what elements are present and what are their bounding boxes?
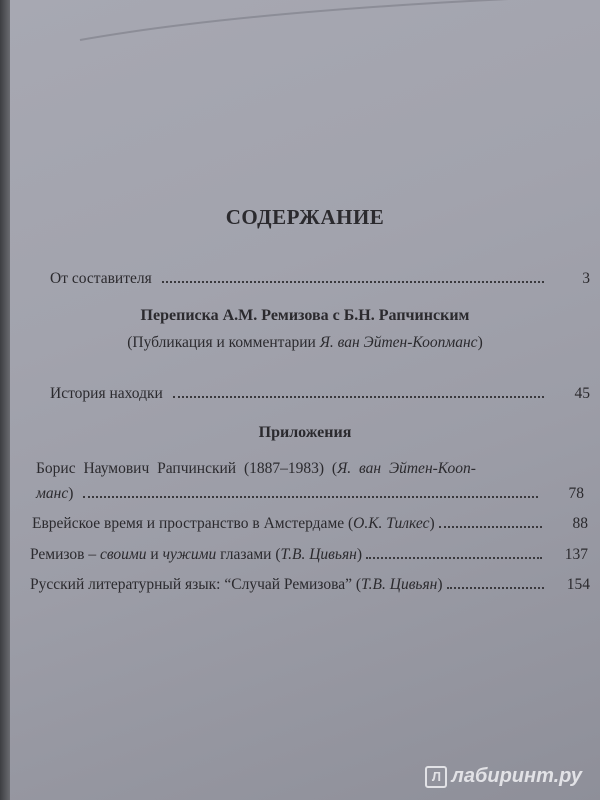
toc-entry-from-compiler <box>50 270 590 288</box>
dot-leader <box>439 526 542 528</box>
toc-entry-author: манс <box>36 485 69 502</box>
section-heading-correspondence: Переписка А.М. Ремизова с Б.Н. Рапчинским <box>140 307 470 324</box>
subheading-suffix: ) <box>477 334 483 351</box>
toc-entry-author: О.К. Тилкес <box>353 515 430 532</box>
toc-entry-jewish-time <box>32 515 588 533</box>
section-subheading-publication <box>10 334 600 352</box>
toc-entry-label: Ремизов – <box>30 546 100 563</box>
toc-entry-emphasis: чужими <box>162 546 217 563</box>
toc-entry-rapchinsky-line2 <box>36 485 584 503</box>
labirint-logo-icon: Л <box>425 766 447 788</box>
toc-entry-russian-language <box>30 576 590 594</box>
toc-entry-suffix: ) <box>429 515 435 532</box>
toc-entry-author: Т.В. Цивьян <box>280 546 357 563</box>
toc-entry-suffix: ) <box>437 576 443 593</box>
subheading-author: Я. ван Эйтен-Коопманс <box>319 334 478 351</box>
dot-leader <box>162 281 544 283</box>
toc-entry-suffix: ) <box>356 546 363 563</box>
toc-page-number: 3 <box>582 270 590 287</box>
toc-entry-remizov-eyes <box>30 546 588 564</box>
book-page <box>10 0 600 800</box>
toc-entry-label: Русский литературный язык: “Случай Ремизова” ( <box>30 576 362 593</box>
contents-title: СОДЕРЖАНИЕ <box>225 205 385 229</box>
book-spine-edge <box>0 0 10 800</box>
dot-leader <box>366 557 542 559</box>
subheading-text: (Публикация и комментарии <box>127 334 320 351</box>
toc-page-number: 137 <box>564 546 588 563</box>
toc-page-number: 154 <box>566 576 590 593</box>
toc-entry-label: глазами ( <box>216 546 281 563</box>
section-heading-appendices: Приложения <box>258 424 352 441</box>
watermark-text: лабиринт.ру <box>451 765 582 787</box>
toc-page-number: 45 <box>574 385 590 402</box>
toc-entry-label: История находки <box>50 385 163 402</box>
toc-page-number: 88 <box>572 515 588 532</box>
toc-entry-rapchinsky-line1 <box>36 460 576 478</box>
dot-leader <box>447 587 544 589</box>
toc-entry-label: От составителя <box>50 270 152 287</box>
toc-entry-suffix: ) <box>68 485 74 502</box>
toc-page-number: 78 <box>568 485 584 502</box>
toc-entry-emphasis: своими <box>100 546 147 563</box>
toc-entry-author: Я. ван Эйтен-Кооп- <box>337 460 476 477</box>
toc-entry-label: Еврейское время и пространство в Амстердаме ( <box>32 515 354 532</box>
dot-leader <box>173 396 544 398</box>
toc-entry-history <box>50 385 590 403</box>
dot-leader <box>83 496 538 498</box>
toc-entry-label: Борис Наумович Рапчинский (1887–1983) ( <box>36 460 338 477</box>
page-curve-line <box>10 0 600 60</box>
watermark <box>425 765 582 788</box>
toc-entry-author: Т.В. Цивьян <box>361 576 438 593</box>
toc-entry-label: и <box>146 546 163 563</box>
